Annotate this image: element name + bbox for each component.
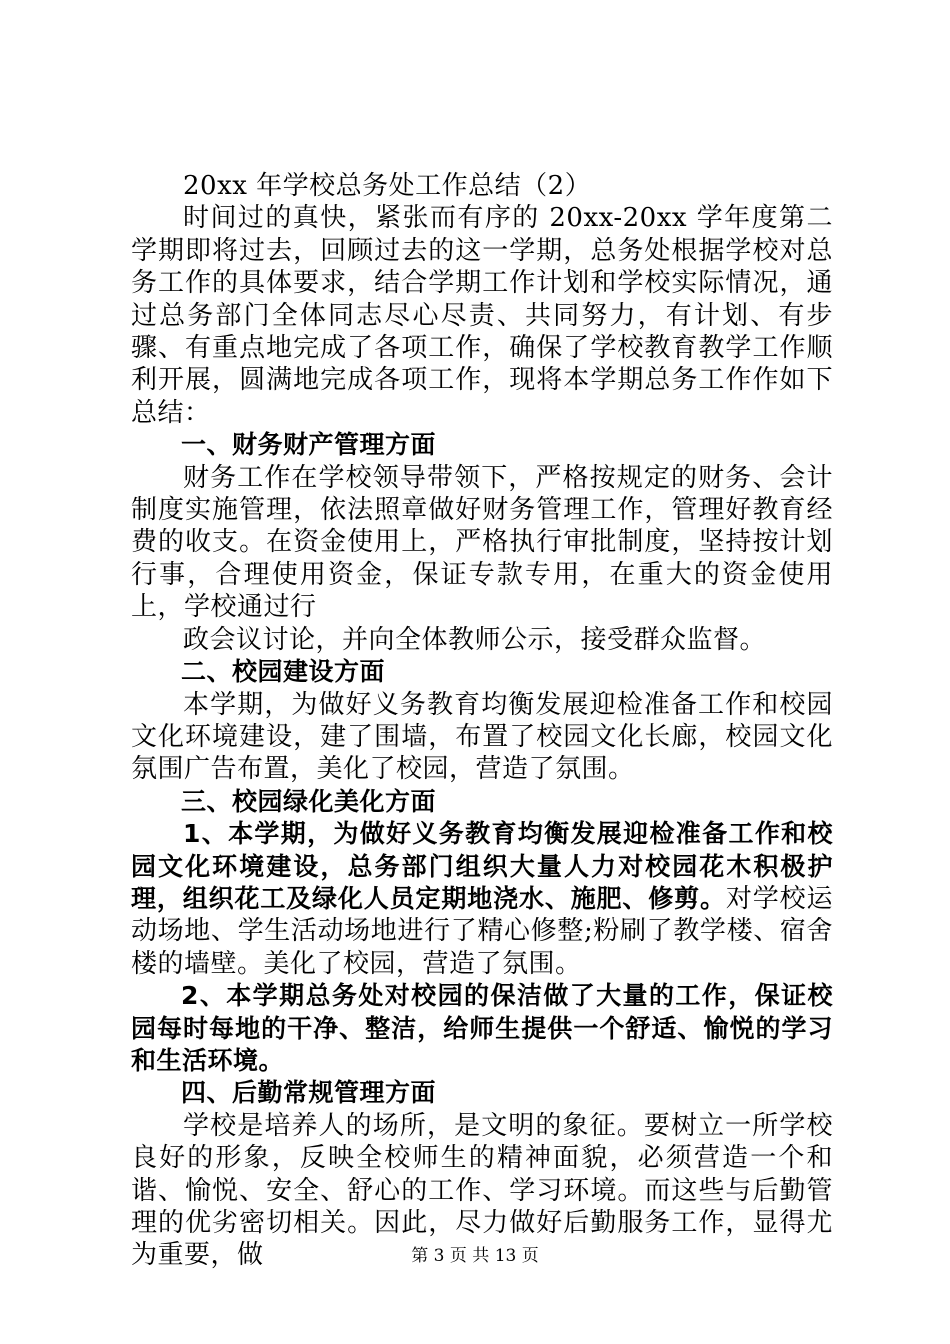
intro-paragraph: 时间过的真快，紧张而有序的 20xx-20xx 学年度第二学期即将过去，回顾过去的这一学期，总务处根据学校对总务工作的具体要求，结合学期工作计划和学校实际情况，通过总务部门全体同志尽心尽责、共同努力，有计划、有步骤、有重点地完成了各项工作，确保了学校教育教学工作顺利开展，圆满地完成各项工作，现将本学期总务工作作如下总结： (131, 203, 833, 428)
document-body (131, 170, 833, 1272)
greening-paragraph-2: 2、本学期总务处对校园的保洁做了大量的工作，保证校园每时每地的干净、整洁，给师生提供一个舒适、愉悦的学习和生活环境。 (131, 981, 833, 1075)
section-heading-greening: 三、校园绿化美化方面 (181, 786, 437, 816)
greening-paragraph-1-bold: 1、本学期，为做好义务教育均衡发展迎检准备工作和校园文化环境建设，总务部门组织大量人力对校园花木积极护理，组织花工及绿化人员定期地浇水、施肥、修剪。 (131, 819, 833, 913)
greening-paragraph-1-normal: 对学校运动场地、学生活动场地进行了精心修整;粉刷了教学楼、宿舍楼的墙壁。美化了校园，营造了氛围。 (131, 883, 833, 979)
greening-paragraph-1 (131, 818, 833, 980)
finance-paragraph-continued: 政会议讨论，并向全体教师公示，接受群众监督。 (183, 624, 767, 655)
finance-paragraph: 财务工作在学校领导带领下，严格按规定的财务、会计制度实施管理，依法照章做好财务管理工作，管理好教育经费的收支。在资金使用上，严格执行审批制度，坚持按计划行事，合理使用资金，保证专款专用，在重大的资金使用上，学校通过行 (131, 462, 833, 623)
logistics-paragraph: 学校是培养人的场所，是文明的象征。要树立一所学校良好的形象，反映全校师生的精神面貌，必须营造一个和谐、愉悦、安全、舒心的工作、学习环境。而这些与后勤管理的优劣密切相关。因此，尽力做好后勤服务工作，显得尤为重要，做 (131, 1110, 833, 1271)
section-heading-finance: 一、财务财产管理方面 (181, 430, 437, 460)
document-title: 20xx 年学校总务处工作总结（2） (183, 171, 592, 201)
campus-construction-paragraph: 本学期，为做好义务教育均衡发展迎检准备工作和校园文化环境建设，建了围墙，布置了校园文化长廊，校园文化氛围广告布置，美化了校园，营造了氛围。 (131, 689, 833, 785)
section-heading-campus-construction: 二、校园建设方面 (181, 657, 386, 687)
page-footer (0, 1245, 950, 1267)
page-number: 第 3 页 共 13 页 (411, 1246, 539, 1266)
section-heading-logistics: 四、后勤常规管理方面 (181, 1078, 437, 1108)
